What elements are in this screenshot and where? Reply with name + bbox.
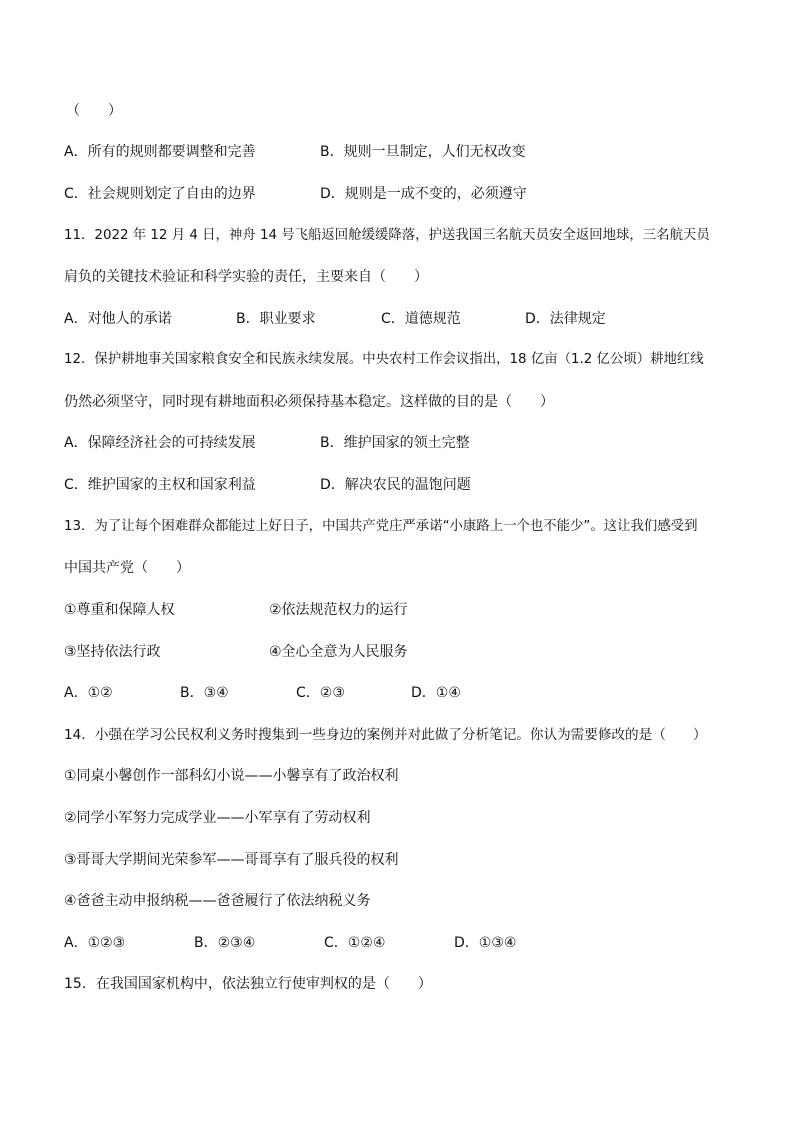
q12-option-d: D．解决农民的温饱问题 (320, 477, 471, 493)
q14-statement-3: ③哥哥大学期间光荣参军——哥哥享有了服兵役的权利 (64, 852, 399, 868)
q14-option-b: B．②③④ (194, 935, 256, 951)
q13-option-a: A．①② (64, 685, 113, 701)
q14-option-a: A．①②③ (64, 935, 126, 951)
q12-stem-line1: 12．保护耕地事关国家粮食安全和民族永续发展。中央农村工作会议指出，18 亿亩（1.2 亿公顷）耕地红线 (64, 352, 704, 367)
q11-option-c: C．道德规范 (381, 311, 461, 327)
q14-statement-4: ④爸爸主动申报纳税——爸爸履行了依法纳税义务 (64, 893, 371, 909)
q13-option-d: D．①④ (411, 685, 461, 701)
q10-option-b: B．规则一旦制定，人们无权改变 (320, 144, 526, 160)
q11-option-b: B．职业要求 (236, 311, 316, 327)
q14-stem: 14．小强在学习公民权利义务时搜集到一些身边的案例并对此做了分析笔记。你认为需要修改的是（ ） (64, 727, 707, 743)
q12-option-a: A．保障经济社会的可持续发展 (64, 435, 256, 451)
q12-option-b: B．维护国家的领土完整 (320, 435, 470, 451)
q14-option-d: D．①③④ (454, 935, 517, 951)
q13-statement-4: ④全心全意为人民服务 (269, 644, 408, 660)
q11-stem-line1: 11．2022 年 12 月 4 日，神舟 14 号飞船返回舱缓缓降落，护送我国三名航天员安全返回地球，三名航天员 (64, 228, 710, 243)
q13-option-b: B．③④ (180, 685, 229, 701)
q14-statement-2: ②同学小军努力完成学业——小军享有了劳动权利 (64, 810, 371, 826)
q12-stem-line2: 仍然必须坚守，同时现有耕地面积必须保持基本稳定。这样做的目的是（ ） (64, 394, 554, 410)
q10-option-a: A．所有的规则都要调整和完善 (64, 144, 256, 160)
q13-statement-1: ①尊重和保障人权 (64, 602, 175, 618)
q12-option-c: C．维护国家的主权和国家利益 (64, 477, 256, 493)
q11-stem-line2: 肩负的关键技术验证和科学实验的责任，主要来自（ ） (64, 269, 428, 285)
q11-option-d: D．法律规定 (525, 311, 606, 327)
q13-stem-line2: 中国共产党（ ） (64, 560, 190, 576)
q15-stem: 15．在我国国家机构中，依法独立行使审判权的是（ ） (64, 976, 432, 992)
q10-option-c: C．社会规则划定了自由的边界 (64, 186, 256, 202)
q14-statement-1: ①同桌小馨创作一部科幻小说——小馨享有了政治权利 (64, 768, 399, 784)
q10-answer-bracket: （ ） (66, 103, 122, 119)
q10-option-d: D．规则是一成不变的，必须遵守 (320, 186, 527, 202)
q13-stem-line1: 13．为了让每个困难群众都能过上好日子，中国共产党庄严承诺“小康路上一个也不能少”。这让我们感受到 (64, 519, 698, 534)
q13-statement-3: ③坚持依法行政 (64, 644, 161, 660)
q13-option-c: C．②③ (296, 685, 345, 701)
q13-statement-2: ②依法规范权力的运行 (269, 602, 408, 618)
q11-option-a: A．对他人的承诺 (64, 311, 172, 327)
q14-option-c: C．①②④ (324, 935, 386, 951)
